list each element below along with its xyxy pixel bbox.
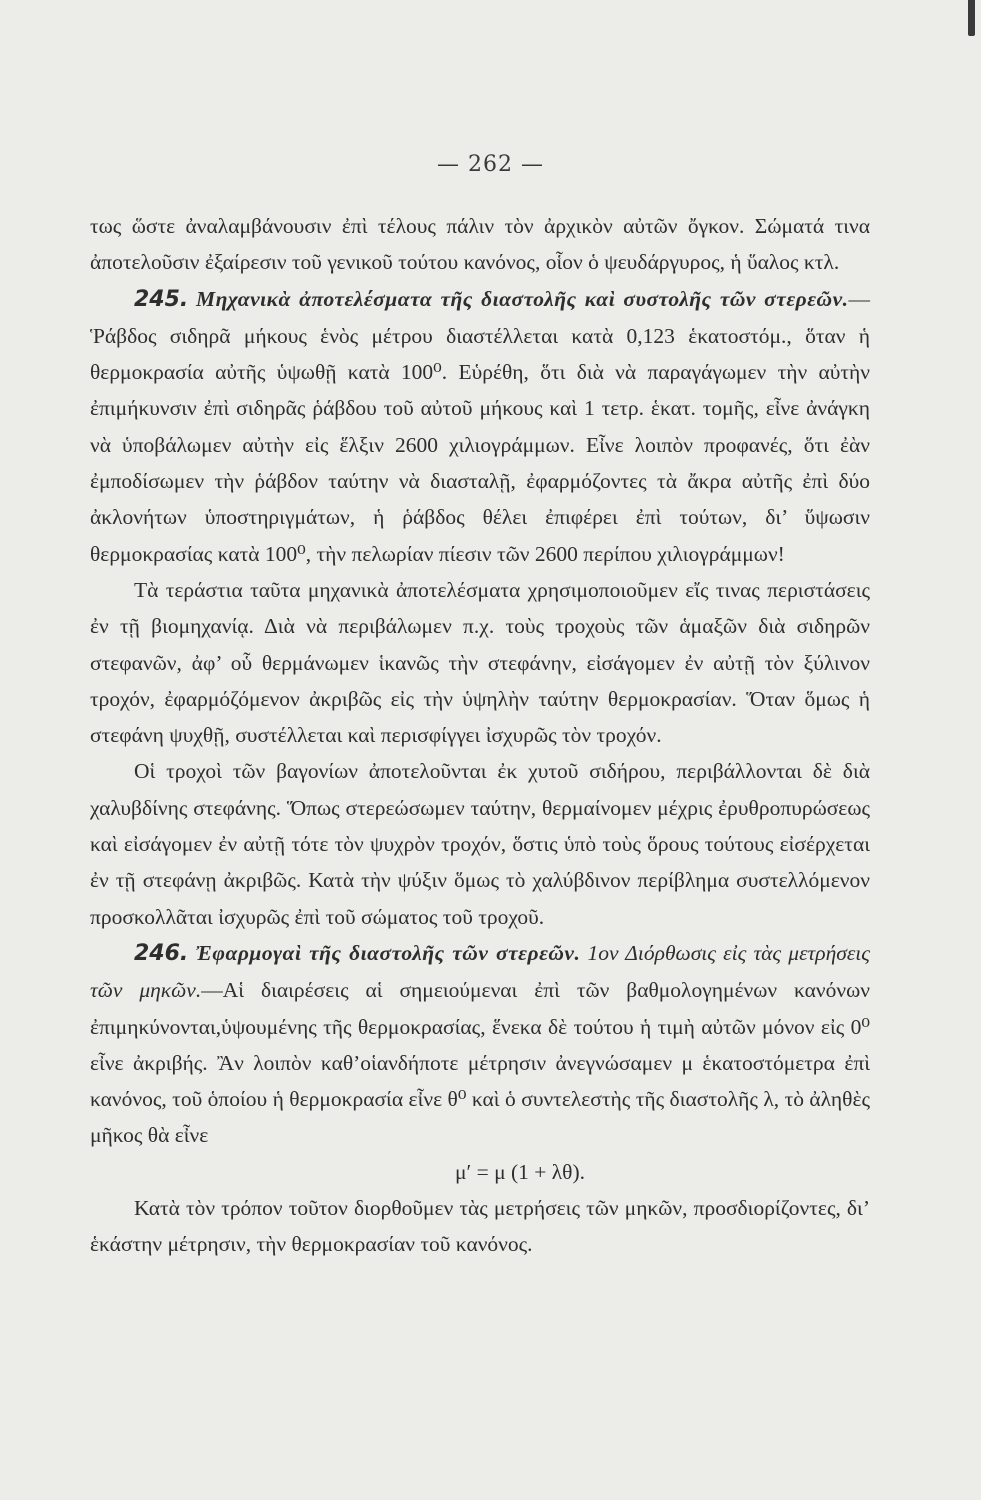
page-edge-mark: [968, 0, 975, 36]
page-content: [90, 208, 870, 1263]
section-number: 246.: [134, 940, 189, 966]
section-title: Ἐφαρμογαὶ τῆς διαστολῆς τῶν στερεῶν.: [195, 940, 581, 965]
paragraph-wheels: Τὰ τεράστια ταῦτα μηχανικὰ ἀποτελέσματα χρησιμοποιοῦμεν εἴς τινας περιστάσεις ἐν τῇ βιομηχανίᾳ. Διὰ νὰ περιβάλωμεν π.χ. τοὺς τροχοὺς τῶν ἁμαξῶν διὰ σιδηρῶν στεφανῶν, ἀφ’ οὗ θερμάνωμεν ἱκανῶς τὴν στεφάνην, εἰσάγομεν ἐν αὐτῇ τὸν ξύλινον τροχόν, ἐφαρμόζόμενον ἀκριβῶς εἰς τὴν ὑψηλὴν ταύτην θερμοκρασίαν. Ὅταν ὅμως ἡ στεφάνη ψυχθῇ, συστέλλεται καὶ περισφίγγει ἰσχυρῶς τὸν τροχόν.: [90, 577, 870, 748]
section-subtitle: 1ον Διόρθωσις εἰς τὰς μετρήσεις τῶν μηκῶν.: [90, 940, 871, 1003]
section-245: [90, 281, 870, 572]
page-number: — 262 —: [437, 152, 544, 177]
paragraph-conclusion: Κατὰ τὸν τρόπον τοῦτον διορθοῦμεν τὰς μετρήσεις τῶν μηκῶν, προσδιορίζοντες, δι’ ἑκάστην μέτρησιν, τὴν θερμοκρασίαν τοῦ κανόνος.: [90, 1196, 870, 1257]
paragraph-wagon-wheels: Οἱ τροχοὶ τῶν βαγονίων ἀποτελοῦνται ἐκ χυτοῦ σιδήρου, περιβάλλονται δὲ διὰ χαλυβδίνης στεφάνης. Ὅπως στερεώσωμεν ταύτην, θερμαίνομεν μέχρις ἐρυθροπυρώσεως καὶ εἰσάγομεν ἐν αὐτῇ τότε τὸν ψυχρὸν τροχόν, ὅστις ὑπὸ τοὺς ὅρους τούτους εἰσέρχεται ἐν τῇ στεφάνῃ ἀκριβῶς. Κατὰ τὴν ψύξιν ὅμως τὸ χαλύβδινον περίβλημα συστελλόμενον προσκολλᾶται ἰσχυρῶς ἐπὶ τοῦ σώματος τοῦ τροχοῦ.: [90, 759, 870, 929]
section-246: [90, 935, 870, 1154]
section-text: —Αἱ διαιρέσεις αἱ σημειούμεναι ἐπὶ τῶν βαθμολογημένων κανόνων ἐπιμηκύνονται,ὑψουμένης τῆς θερμοκρασίας, ἕνεκα δὲ τούτου ἡ τιμὴ αὐτῶν μόνον εἰς 0⁰ εἶνε ἀκριβής. Ἂν λοιπὸν καθ’οἱανδήποτε μέτρησιν ἀνεγνώσαμεν μ ἑκατοστόμετρα ἐπὶ κανόνος, τοῦ ὁποίου ἡ θερμοκρασία εἶνε θ⁰ καὶ ὁ συντελεστὴς τῆς διαστολῆς λ, τὸ ἀληθὲς μῆκος θὰ εἶνε: [90, 978, 870, 1148]
paragraph-continuation: τως ὥστε ἀναλαμβάνουσιν ἐπὶ τέλους πάλιν τὸν ἀρχικὸν αὐτῶν ὄγκον. Σώματά τινα ἀποτελοῦσιν ἐξαίρεσιν τοῦ γενικοῦ τούτου κανόνος, οἷον ὁ ψευδάργυρος, ἡ ὕαλος κτλ.: [90, 214, 870, 275]
section-text: —Ῥάβδος σιδηρᾶ μήκους ἑνὸς μέτρου διαστέλλεται κατὰ 0,123 ἑκατοστόμ., ὅταν ἡ θερμοκρασία αὐτῆς ὑψωθῇ κατὰ 100⁰. Εὑρέθη, ὅτι διὰ νὰ παραγάγωμεν τὴν αὐτὴν ἐπιμήκυνσιν ἐπὶ σιδηρᾶς ῥάβδου τοῦ αὐτοῦ μήκους καὶ 1 τετρ. ἑκατ. τομῆς, εἶνε ἀνάγκη νὰ ὑποβάλωμεν αὐτὴν εἰς ἕλξιν 2600 χιλιογράμμων. Εἶνε λοιπὸν προφανές, ὅτι ἐὰν ἐμποδίσωμεν τὴν ῥάβδον ταύτην νὰ διασταλῇ, ἐφαρμόζοντες τὰ ἄκρα αὐτῆς ἐπὶ δύο ἀκλονήτων ὑποστηριγμάτων, ἡ ῥάβδος θέλει ἐπιφέρει ἐπὶ τούτων, δι’ ὕψωσιν θερμοκρασίας κατὰ 100⁰, τὴν πελωρίαν πίεσιν τῶν 2600 περίπου χιλιογράμμων!: [90, 286, 870, 566]
section-number: 245.: [134, 286, 189, 312]
section-title: Μηχανικὰ ἀποτελέσματα τῆς διαστολῆς καὶ συστολῆς τῶν στερεῶν.: [196, 286, 849, 311]
formula: μ′ = μ (1 + λθ).: [454, 1159, 586, 1184]
